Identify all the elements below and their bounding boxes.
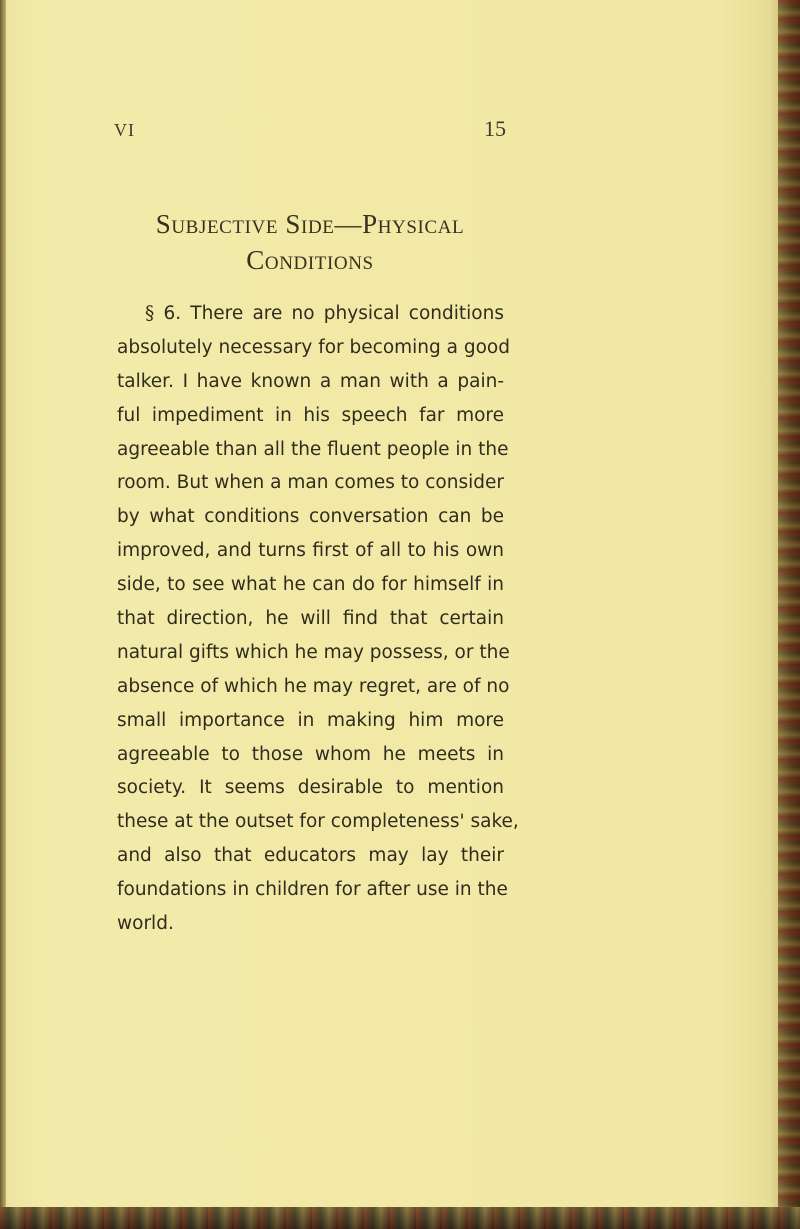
chapter-number: VI	[114, 120, 135, 140]
page-number: 15	[484, 116, 506, 141]
paragraph-line: by what conditions conversation can be	[117, 506, 504, 528]
paragraph-line: agreeable to those whom he meets in	[117, 743, 504, 765]
paragraph-line: foundations in children for after use in the	[117, 879, 508, 901]
paragraph-line: ful impediment in his speech far more	[117, 404, 504, 426]
book-cover-right-edge	[778, 0, 800, 1229]
section-heading	[64, 206, 556, 278]
paragraph-line: society. It seems desirable to mention	[117, 777, 504, 799]
paragraph-line: room. But when a man comes to consider	[117, 472, 504, 494]
paragraph-line: talker. I have known a man with a pain-	[117, 370, 504, 392]
paragraph-line: world.	[117, 913, 174, 935]
paragraph-line: small importance in making him more	[117, 709, 504, 731]
section-heading-line-2: Conditions	[246, 245, 374, 275]
paragraph-line: absence of which he may regret, are of no	[117, 675, 510, 697]
book-cover-bottom-edge	[0, 1207, 800, 1229]
page-gutter-edge	[0, 0, 6, 1229]
paragraph-line: natural gifts which he may possess, or the	[117, 641, 510, 663]
running-head	[114, 116, 506, 146]
paragraph-line: and also that educators may lay their	[117, 845, 504, 867]
paragraph-line	[117, 297, 504, 331]
paragraph-line-text: 6. There are no physical conditions	[163, 303, 504, 324]
section-heading-line-1: Subjective Side—Physical	[155, 209, 465, 239]
body-paragraph	[117, 297, 519, 941]
paragraph-line: improved, and turns first of all to his own	[117, 540, 504, 562]
paragraph-line: absolutely necessary for becoming a good	[117, 336, 510, 358]
paragraph-line: side, to see what he can do for himself in	[117, 574, 504, 596]
paragraph-line: that direction, he will find that certain	[117, 608, 504, 630]
paragraph-line: these at the outset for completeness' sake,	[117, 811, 519, 833]
section-mark: §	[145, 303, 155, 324]
paragraph-line: agreeable than all the fluent people in the	[117, 438, 509, 460]
